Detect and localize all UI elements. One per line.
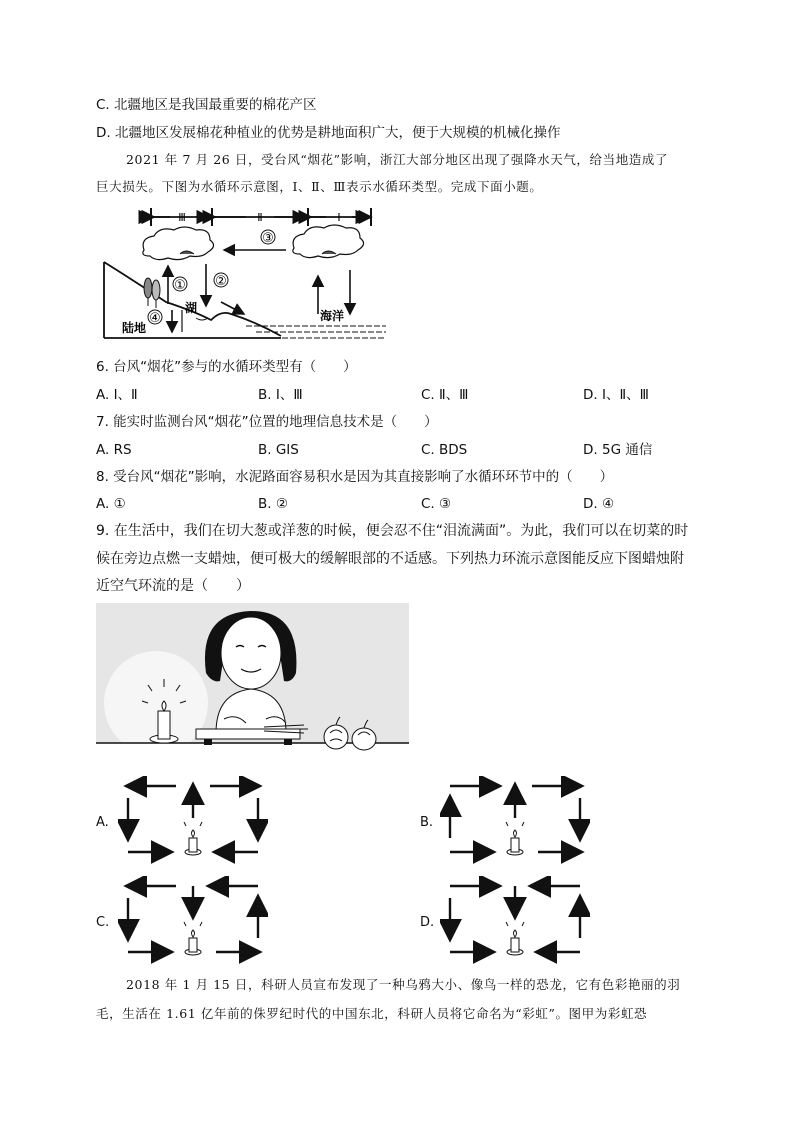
thermal-circulation-option-d[interactable] [440,876,590,966]
candle-icon [184,922,202,955]
type-label-2: Ⅱ [257,211,263,224]
step-label-1: ① [174,278,186,293]
question-6-option-a[interactable]: A. Ⅰ、Ⅱ [96,387,138,403]
thermal-circulation-option-c[interactable] [118,876,268,966]
step-label-4: ④ [149,311,161,326]
question-9-stem-line1: 9. 在生活中，我们在切大葱或洋葱的时候，便会忍不住“泪流满面”。为此，我们可以在切菜的时 [96,523,689,539]
intro2-paragraph-line1: 2018 年 1 月 15 日，科研人员宣布发现了一种乌鸦大小、像鸟一样的恐龙，它有色彩艳丽的羽 [126,977,681,992]
candle-icon [184,822,202,855]
question-7-option-b[interactable]: B. GIS [258,442,299,458]
q9-option-a-label[interactable]: A. [96,815,109,830]
step-label-2: ② [215,274,227,289]
question-8-stem: 8. 受台风“烟花”影响，水泥路面容易积水是因为其直接影响了水循环环节中的（ ） [96,469,614,485]
candle-icon [506,922,524,955]
intro-paragraph-line1: 2021 年 7 月 26 日，受台风“烟花”影响，浙江大部分地区出现了强降水天气，给当地造成了 [126,152,669,167]
lake-label: 湖 [184,301,198,315]
woman-cutting-onion-illustration [96,603,409,763]
question-7-option-a[interactable]: A. RS [96,442,132,458]
type-label-3: Ⅲ [178,211,186,224]
cloud-left-icon [143,227,214,260]
question-7-option-d[interactable]: D. 5G 通信 [583,442,653,458]
question-7-stem: 7. 能实时监测台风“烟花”位置的地理信息技术是（ ） [96,414,438,430]
question-9-stem-line3: 近空气环流的是（ ） [96,578,250,594]
prev-option-c: C. 北疆地区是我国最重要的棉花产区 [96,97,317,113]
woman-figure [205,611,297,733]
ocean-label: 海洋 [319,309,345,323]
water-cycle-diagram [96,202,396,348]
thermal-circulation-option-a[interactable] [118,776,268,866]
question-6-option-c[interactable]: C. Ⅱ、Ⅲ [421,387,469,403]
question-6-stem: 6. 台风“烟花”参与的水循环类型有（ ） [96,359,357,375]
question-9-stem-line2: 候在旁边点燃一支蜡烛，便可极大的缓解眼部的不适感。下列热力环流示意图能反应下图蜡烛附 [96,551,684,567]
thermal-circulation-option-b[interactable] [440,776,590,866]
land-label: 陆地 [121,321,147,335]
q9-option-d-label[interactable]: D. [420,915,435,930]
step-label-3: ③ [262,231,274,246]
question-6-option-b[interactable]: B. Ⅰ、Ⅲ [258,387,303,403]
intro-paragraph-line2: 巨大损失。下图为水循环示意图，Ⅰ、Ⅱ、Ⅲ表示水循环类型。完成下面小题。 [96,179,543,194]
intro2-paragraph-line2: 毛，生活在 1.61 亿年前的侏罗纪时代的中国东北，科研人员将它命名为“彩虹”。图甲为彩虹恐 [96,1006,648,1021]
q9-option-c-label[interactable]: C. [96,915,110,930]
type-label-1: Ⅰ [337,211,341,224]
question-8-option-c[interactable]: C. ③ [421,496,452,512]
question-7-option-c[interactable]: C. BDS [421,442,468,458]
question-8-option-d[interactable]: D. ④ [583,496,615,512]
q9-option-b-label[interactable]: B. [420,815,434,830]
candle-icon [506,822,524,855]
question-6-option-d[interactable]: D. Ⅰ、Ⅱ、Ⅲ [583,387,649,403]
prev-option-d: D. 北疆地区发展棉花种植业的优势是耕地面积广大，便于大规模的机械化操作 [96,125,561,141]
question-8-option-b[interactable]: B. ② [258,496,288,512]
question-8-option-a[interactable]: A. ① [96,496,126,512]
